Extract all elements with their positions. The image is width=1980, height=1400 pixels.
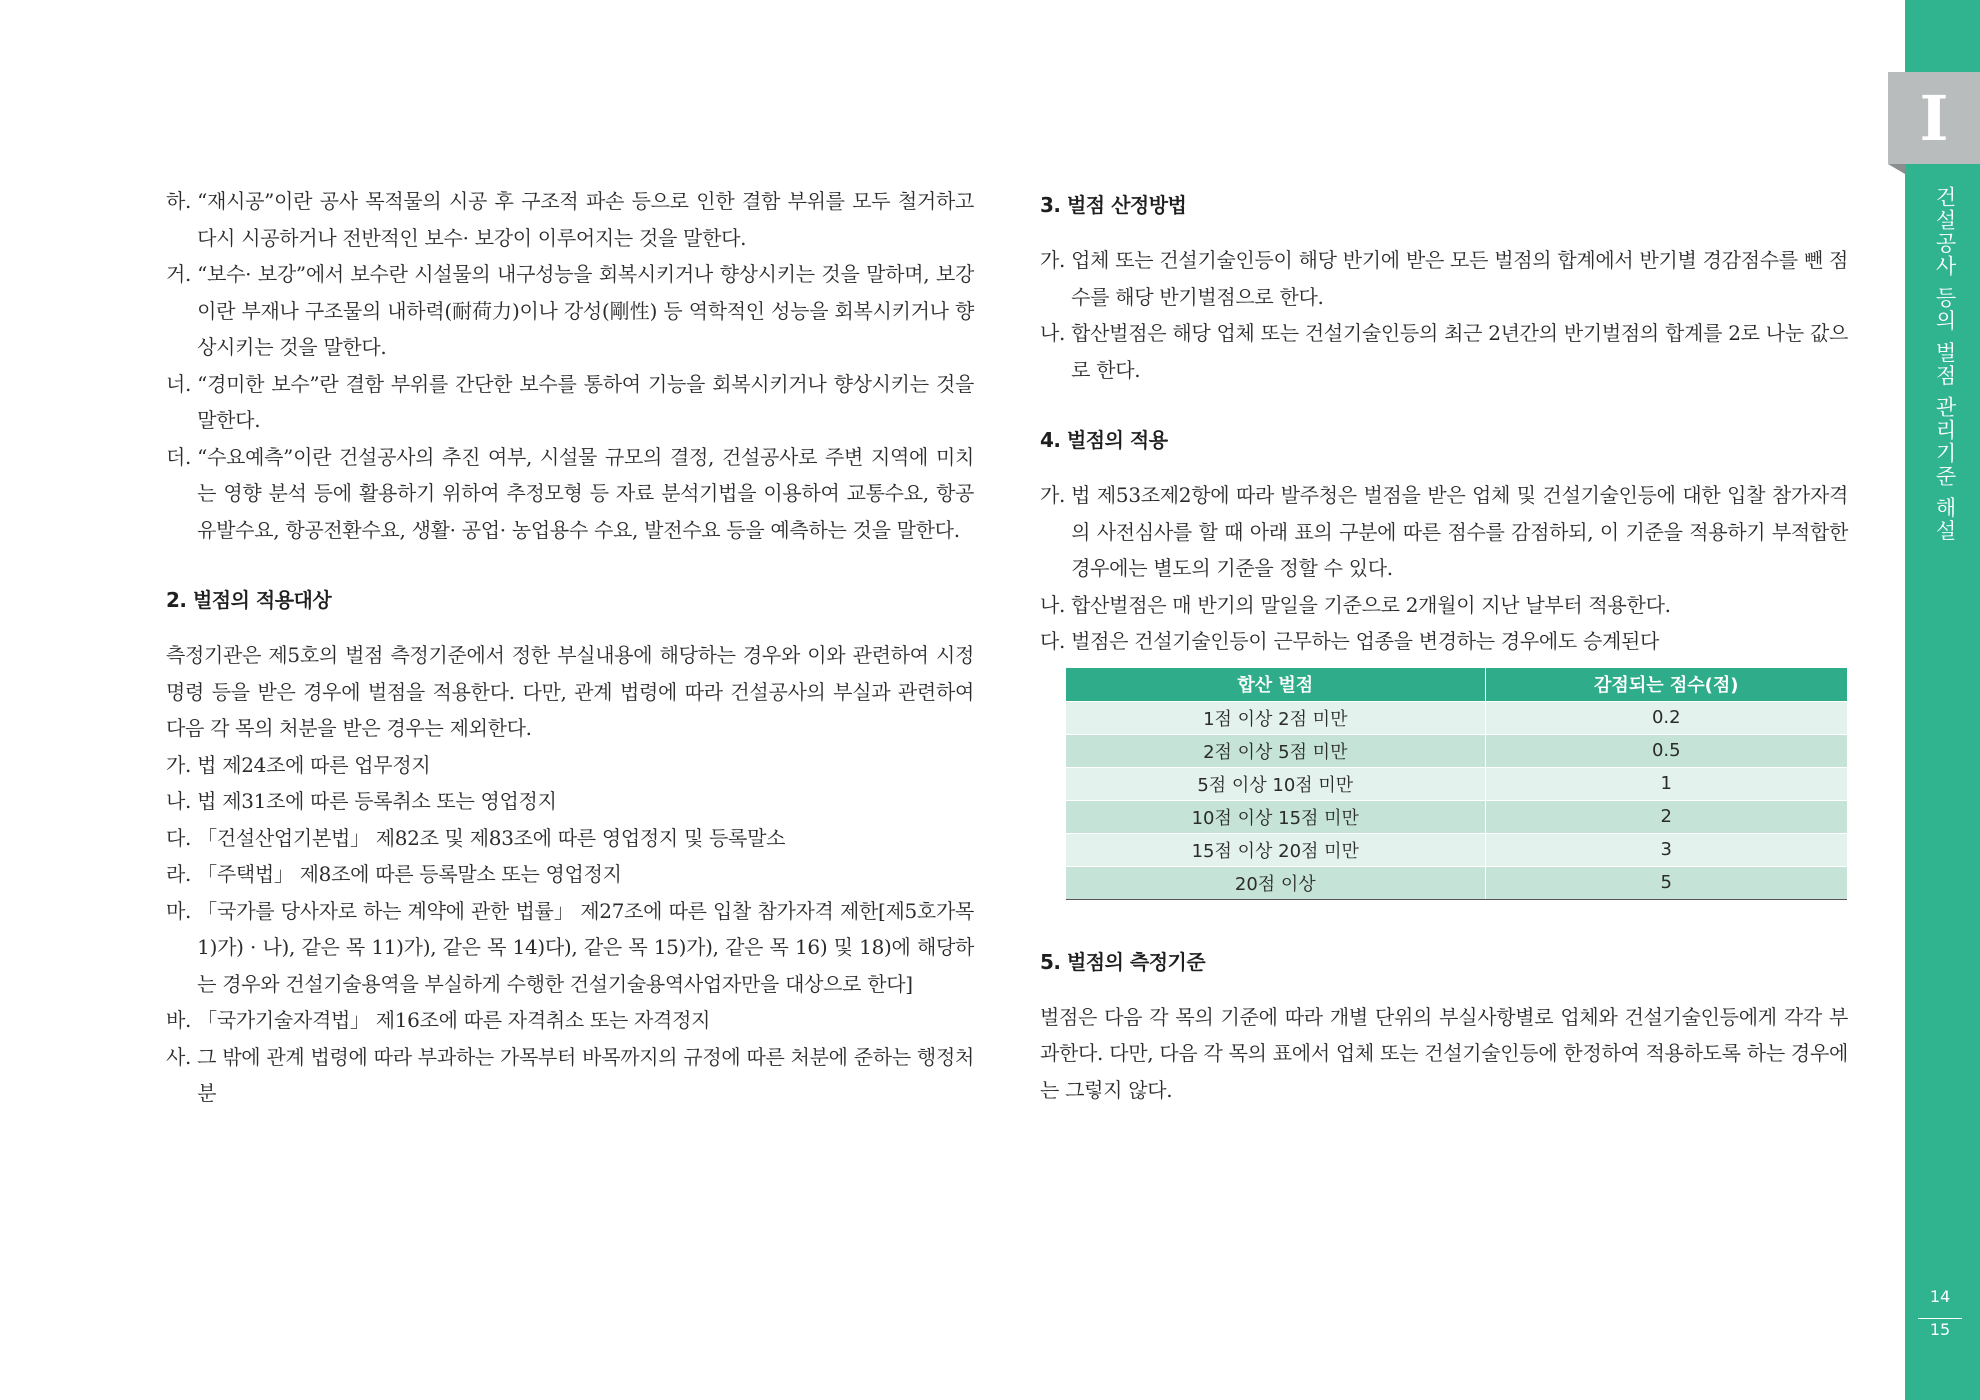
item-marker: 라.	[166, 862, 198, 886]
list-item	[1040, 587, 1848, 624]
list-item	[166, 1002, 974, 1039]
column-header: 합산 벌점	[1066, 668, 1485, 702]
item-marker: 다.	[1040, 629, 1072, 653]
table-row	[1066, 833, 1847, 866]
table-cell: 0.5	[1485, 734, 1847, 767]
chapter-number: I	[1919, 81, 1949, 155]
table-row	[1066, 767, 1847, 800]
item-marker: 나.	[166, 789, 198, 813]
list-item	[1040, 477, 1848, 587]
table-row	[1066, 734, 1847, 767]
list-item	[166, 820, 974, 857]
list-item	[166, 856, 974, 893]
table-header-row	[1066, 668, 1847, 702]
item-text: “경미한 보수”란 결함 부위를 간단한 보수를 통하여 기능을 회복시키거나 향상시키는 것을 말한다.	[197, 371, 974, 432]
item-text: “보수· 보강”에서 보수란 시설물의 내구성능을 회복시키거나 향상시키는 것을 말하며, 보강이란 부재나 구조물의 내하력(耐荷力)이나 강성(剛性) 등 역학적인 성능을 회복시키거나 향상시키는 것을 말한다.	[197, 262, 974, 359]
section-heading: 5. 벌점의 측정기준	[1040, 949, 1206, 974]
chapter-title: 건설공사 등의 벌점 관리기준 해설	[1933, 186, 1957, 543]
item-text: 「국가기술자격법」 제16조에 따른 자격취소 또는 자격정지	[197, 1008, 711, 1032]
table-cell: 15점 이상 20점 미만	[1066, 833, 1485, 866]
item-text: 법 제53조제2항에 따라 발주청은 벌점을 받은 업체 및 건설기술인등에 대한 입찰 참가자격의 사전심사를 할 때 아래 표의 구분에 따른 점수를 감점하되, 이 기준을 적용하기 부적합한 경우에는 별도의 기준을 정할 수 있다.	[1071, 483, 1848, 580]
definition-item	[166, 366, 974, 439]
item-text: 합산벌점은 매 반기의 말일을 기준으로 2개월이 지난 날부터 적용한다.	[1071, 592, 1671, 617]
item-text: 법 제24조에 따른 업무정지	[197, 752, 431, 777]
table-cell: 5점 이상 10점 미만	[1066, 767, 1485, 800]
section-heading: 2. 벌점의 적용대상	[166, 588, 332, 612]
penalty-deduction-table	[1066, 668, 1847, 900]
section-text: 벌점은 다음 각 목의 기준에 따라 개별 단위의 부실사항별로 업체와 건설기술인등에게 각각 부과한다. 다만, 다음 각 목의 표에서 업체 또는 건설기술인등에 한정하여 적용하도록 하는 경우에는 그렇지 않다.	[1040, 1004, 1848, 1102]
item-text: 업체 또는 건설기술인등이 해당 반기에 받은 모든 벌점의 합계에서 반기별 경감점수를 뺀 점수를 해당 반기벌점으로 한다.	[1071, 248, 1848, 309]
item-marker: 사.	[166, 1044, 198, 1069]
item-marker: 가.	[166, 752, 198, 777]
right-column	[1040, 183, 1848, 1108]
item-text: 「주택법」 제8조에 따른 등록말소 또는 영업정지	[197, 862, 622, 886]
list-item	[1040, 242, 1848, 315]
item-text: “수요예측”이란 건설공사의 추진 여부, 시설물 규모의 결정, 건설공사로 주변 지역에 미치는 영향 분석 등에 활용하기 위하여 추정모형 등 자료 분석기법을 이용하여 교통수요, 항공유발수요, 항공전환수요, 생활· 공업· 농업용수 수요, 발전수요 등을 예측하는 것을 말한다.	[197, 444, 974, 542]
table-cell: 1점 이상 2점 미만	[1066, 701, 1485, 734]
item-marker: 다.	[166, 825, 198, 850]
item-marker: 거.	[166, 262, 198, 286]
table-cell: 10점 이상 15점 미만	[1066, 800, 1485, 833]
list-item	[166, 783, 974, 820]
item-text: 「건설산업기본법」 제82조 및 제83조에 따른 영업정지 및 등록말소	[197, 825, 786, 850]
page-number-divider	[1918, 1318, 1962, 1319]
item-text: 「국가를 당사자로 하는 계약에 관한 법률」 제27조에 따른 입찰 참가자격 제한[제5호가목1)가) · 나), 같은 목 11)가), 같은 목 14)다), 같은 목 15)가), 같은 목 16) 및 18)에 해당하는 경우와 건설기술용역을 부실하게 수행한 건설기술용역사업자만을 대상으로 한다]	[197, 898, 974, 996]
table-row	[1066, 701, 1847, 734]
item-text: 벌점은 건설기술인등이 근무하는 업종을 변경하는 경우에도 승계된다	[1071, 629, 1660, 653]
list-item	[1040, 623, 1848, 660]
definition-item	[166, 256, 974, 366]
item-marker: 너.	[166, 371, 198, 396]
definition-item	[166, 183, 974, 256]
left-column	[166, 183, 974, 1112]
page-number-left: 14	[1929, 1287, 1951, 1306]
item-marker: 나.	[1040, 321, 1072, 345]
table-cell: 0.2	[1485, 701, 1847, 734]
definition-item	[166, 439, 974, 549]
item-text: “재시공”이란 공사 목적물의 시공 후 구조적 파손 등으로 인한 결함 부위를 모두 철거하고 다시 시공하거나 전반적인 보수· 보강이 이루어지는 것을 말한다.	[197, 189, 974, 250]
table-row	[1066, 866, 1847, 899]
item-text: 법 제31조에 따른 등록취소 또는 영업정지	[197, 789, 557, 813]
table-row	[1066, 800, 1847, 833]
chapter-tab-fold	[1888, 164, 1905, 174]
item-marker: 바.	[166, 1008, 198, 1032]
item-marker: 가.	[1040, 248, 1072, 272]
section-heading: 3. 벌점 산정방법	[1040, 193, 1187, 217]
list-item	[166, 893, 974, 1003]
table-cell: 2	[1485, 800, 1847, 833]
list-item	[1040, 315, 1848, 388]
section-intro: 측정기관은 제5호의 벌점 측정기준에서 정한 부실내용에 해당하는 경우와 이와 관련하여 시정명령 등을 받은 경우에 벌점을 적용한다. 다만, 관계 법령에 따라 건설공사의 부실과 관련하여 다음 각 목의 처분을 받은 경우는 제외한다.	[166, 643, 974, 740]
list-item	[166, 1039, 974, 1112]
column-header: 감점되는 점수(점)	[1485, 668, 1847, 702]
item-marker: 나.	[1040, 592, 1072, 617]
table-cell: 3	[1485, 833, 1847, 866]
table-cell: 1	[1485, 767, 1847, 800]
item-marker: 가.	[1040, 483, 1072, 507]
item-text: 합산벌점은 해당 업체 또는 건설기술인등의 최근 2년간의 반기벌점의 합계를 2로 나눈 값으로 한다.	[1071, 321, 1848, 382]
item-marker: 마.	[166, 898, 198, 923]
section-heading: 4. 벌점의 적용	[1040, 428, 1168, 452]
table-cell: 5	[1485, 866, 1847, 899]
page-number-right: 15	[1929, 1320, 1951, 1339]
item-text: 그 밖에 관계 법령에 따라 부과하는 가목부터 바목까지의 규정에 따른 처분에 준하는 행정처분	[197, 1044, 974, 1105]
table-cell: 2점 이상 5점 미만	[1066, 734, 1485, 767]
item-marker: 하.	[166, 189, 198, 213]
table-cell: 20점 이상	[1066, 866, 1485, 899]
list-item	[166, 747, 974, 784]
item-marker: 더.	[166, 444, 198, 469]
